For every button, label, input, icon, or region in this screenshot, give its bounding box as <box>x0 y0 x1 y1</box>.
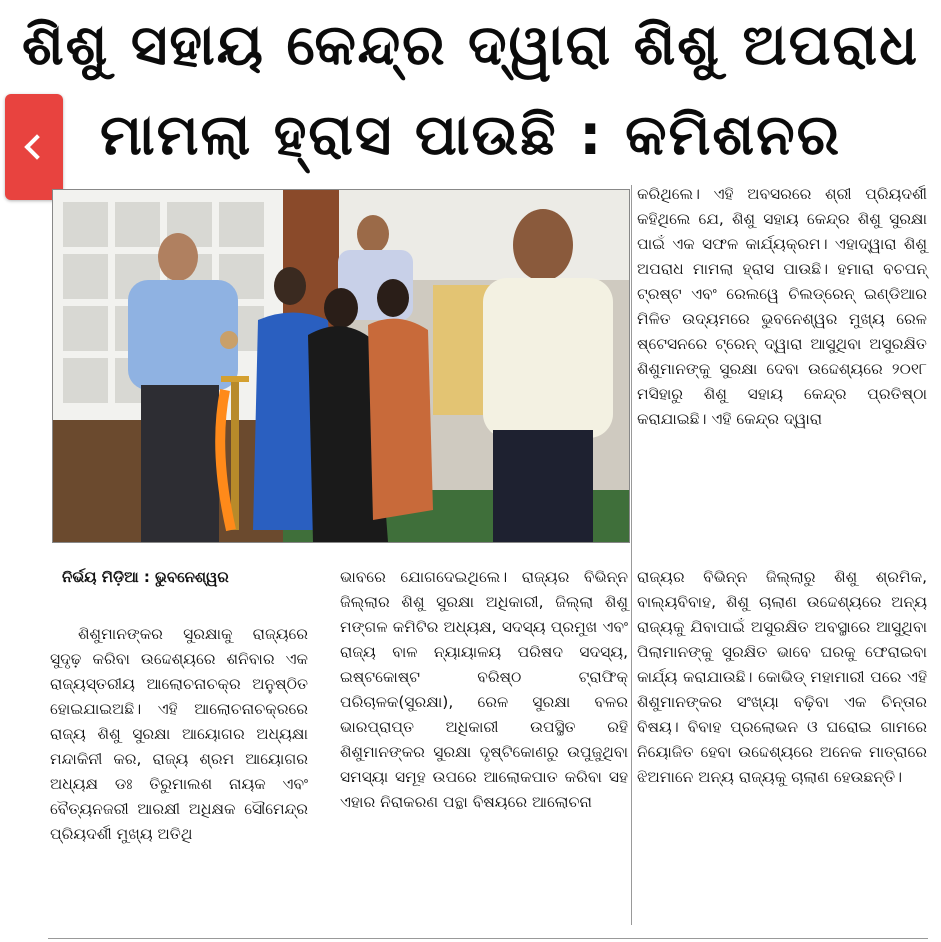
paragraph-middle: ଭାବରେ ଯୋଗଦେଇଥିଲେ। ରାଜ୍ୟର ବିଭିନ୍ନ ଜିଲ୍ଲାର ଶିଶୁ ସୁରକ୍ଷା ଅଧିକାରୀ, ଜିଲ୍ଲା ଶିଶୁ ମଙ୍ଗଳ କମିଟିର ଅଧ୍ୟକ୍ଷ, ସଦସ୍ୟ ପ୍ରମୁଖ ଏବଂ ରାଜ୍ୟ ବାଳ ନ୍ୟାୟାଳୟ ପରିଷଦ ସଦସ୍ୟ, ଇଷ୍ଟକୋଷ୍ଟ ବରିଷ୍ଠ ଟ୍ରାଫିକ୍ ପରିଚାଳକ(ସୁରକ୍ଷା), ରେଳ ସୁରକ୍ଷା ବଳର ଭାରପ୍ରାପ୍ତ ଅଧିକାରୀ ଉପସ୍ଥିତ ରହି ଶିଶୁମାନଙ୍କର ସୁରକ୍ଷା ଦୃଷ୍ଟିକୋଣରୁ ଉପୁଜୁଥିବା ସମସ୍ୟା ସମୂହ ଉପରେ ଆଲୋକପାତ କରିବା ସହ ଏହାର ନିରାକରଣ ପନ୍ଥା ବିଷୟରେ ଆଲୋଚନା <box>340 568 628 811</box>
headline-line-2: ମାମଲା ହ୍ରାସ ପାଉଛି : କମିଶନର <box>99 103 842 168</box>
lamp-lighting-photo <box>53 190 629 542</box>
event-photo <box>52 189 630 543</box>
article-column-right-top <box>637 182 927 432</box>
column-divider <box>631 185 632 925</box>
headline-line-1: ଶିଶୁ ସହାୟ କେନ୍ଦ୍ର ଦ୍ୱାରା ଶିଶୁ ଅପରାଧ <box>22 13 919 78</box>
paragraph-left: ଶିଶୁମାନଙ୍କର ସୁରକ୍ଷାକୁ ରାଜ୍ୟରେ ସୁଦୃଢ଼ କରିବା ଉଦ୍ଦେଶ୍ୟରେ ଶନିବାର ଏକ ରାଜ୍ୟସ୍ତରୀୟ ଆଲୋଚନାଚକ୍ର ଅନୁଷ୍ଠିତ ହୋଇଯାଇଅଛି। ଏହି ଆଲୋଚନାଚକ୍ରରେ ରାଜ୍ୟ ଶିଶୁ ସୁରକ୍ଷା ଆୟୋଗର ଅଧ୍ୟକ୍ଷା ମନ୍ଦାକିନୀ କର, ରାଜ୍ୟ ଶ୍ରମ ଆୟୋଗର ଅଧ୍ୟକ୍ଷ ଡଃ ତିରୁମାଲଶ ନାୟକ ଏବଂ ବୈତ୍ୟନଜରୀ ଆରକ୍ଷୀ ଅଧିକ୍ଷକ ସୌମେନ୍ଦ୍ର ପ୍ରିୟଦର୍ଶୀ ମୁଖ୍ୟ ଅତିଥି <box>50 625 308 843</box>
article-column-left <box>50 565 308 847</box>
back-button[interactable] <box>5 94 63 200</box>
paragraph-right-bottom: ରାଜ୍ୟର ବିଭିନ୍ନ ଜିଲ୍ଲାରୁ ଶିଶୁ ଶ୍ରମିକ, ବାଲ୍ୟବିବାହ, ଶିଶୁ ଚାଲାଣ ଉଦ୍ଦେଶ୍ୟରେ ଅନ୍ୟ ରାଜ୍ୟକୁ ଯିବାପାଇଁ ଅସୁରକ୍ଷିତ ଅବସ୍ଥାରେ ଆସୁଥିବା ପିଲାମାନଙ୍କୁ ସୁରକ୍ଷିତ ଭାବେ ଘରକୁ ଫେରାଇବା କାର୍ଯ୍ୟ କରାଯାଉଛି। କୋଭିଡ୍ ମହାମାରୀ ପରେ ଏହି ଶିଶୁମାନଙ୍କର ସଂଖ୍ୟା ବଢ଼ିବା ଏକ ଚିନ୍ତାର ବିଷୟ। ବିବାହ ପ୍ରଲୋଭନ ଓ ଘରୋଇ ଗାମରେ ନିୟୋଜିତ ହେବା ଉଦ୍ଦେଶ୍ୟରେ ଅନେକ ମାତ୍ରାରେ ଝିଅମାନେ ଅନ୍ୟ ରାଜ୍ୟକୁ ଚାଲାଣ ହେଉଛନ୍ତି। <box>637 568 927 786</box>
bottom-rule <box>48 938 928 939</box>
article-column-middle <box>340 565 628 815</box>
byline: ନିର୍ଭୟ ମିଡ଼ିଆ : ଭୁବନେଶ୍ୱର <box>62 568 229 586</box>
chevron-left-icon <box>24 134 49 159</box>
paragraph-right-top: କରିଥିଲେ। ଏହି ଅବସରରେ ଶ୍ରୀ ପ୍ରିୟଦର୍ଶୀ କହିଥିଲେ ଯେ, ଶିଶୁ ସହାୟ କେନ୍ଦ୍ର ଶିଶୁ ସୁରକ୍ଷା ପାଇଁ ଏକ ସଫଳ କାର୍ଯ୍ୟକ୍ରମ। ଏହାଦ୍ୱାରା ଶିଶୁ ଅପରାଧ ମାମଲା ହ୍ରାସ ପାଉଛି। ହମାରା ବଚପନ୍ ଟ୍ରଷ୍ଟ ଏବଂ ରେଲୱେ ଚିଲଡ୍ରେନ୍ ଇଣ୍ଡିଆର ମିଳିତ ଉଦ୍ୟମରେ ଭୁବନେଶ୍ୱର ମୁଖ୍ୟ ରେଳ ଷ୍ଟେସନରେ ଟ୍ରେନ୍ ଦ୍ୱାରା ଆସୁଥିବା ଅସୁରକ୍ଷିତ ଶିଶୁମାନଙ୍କୁ ସୁରକ୍ଷା ଦେବା ଉଦ୍ଦେଶ୍ୟରେ ୨୦୧୮ ମସିହାରୁ ଶିଶୁ ସହାୟ କେନ୍ଦ୍ର ପ୍ରତିଷ୍ଠା କରାଯାଇଛି। ଏହି କେନ୍ଦ୍ର ଦ୍ୱାରା <box>637 185 927 428</box>
article-column-right-bottom <box>637 565 927 790</box>
